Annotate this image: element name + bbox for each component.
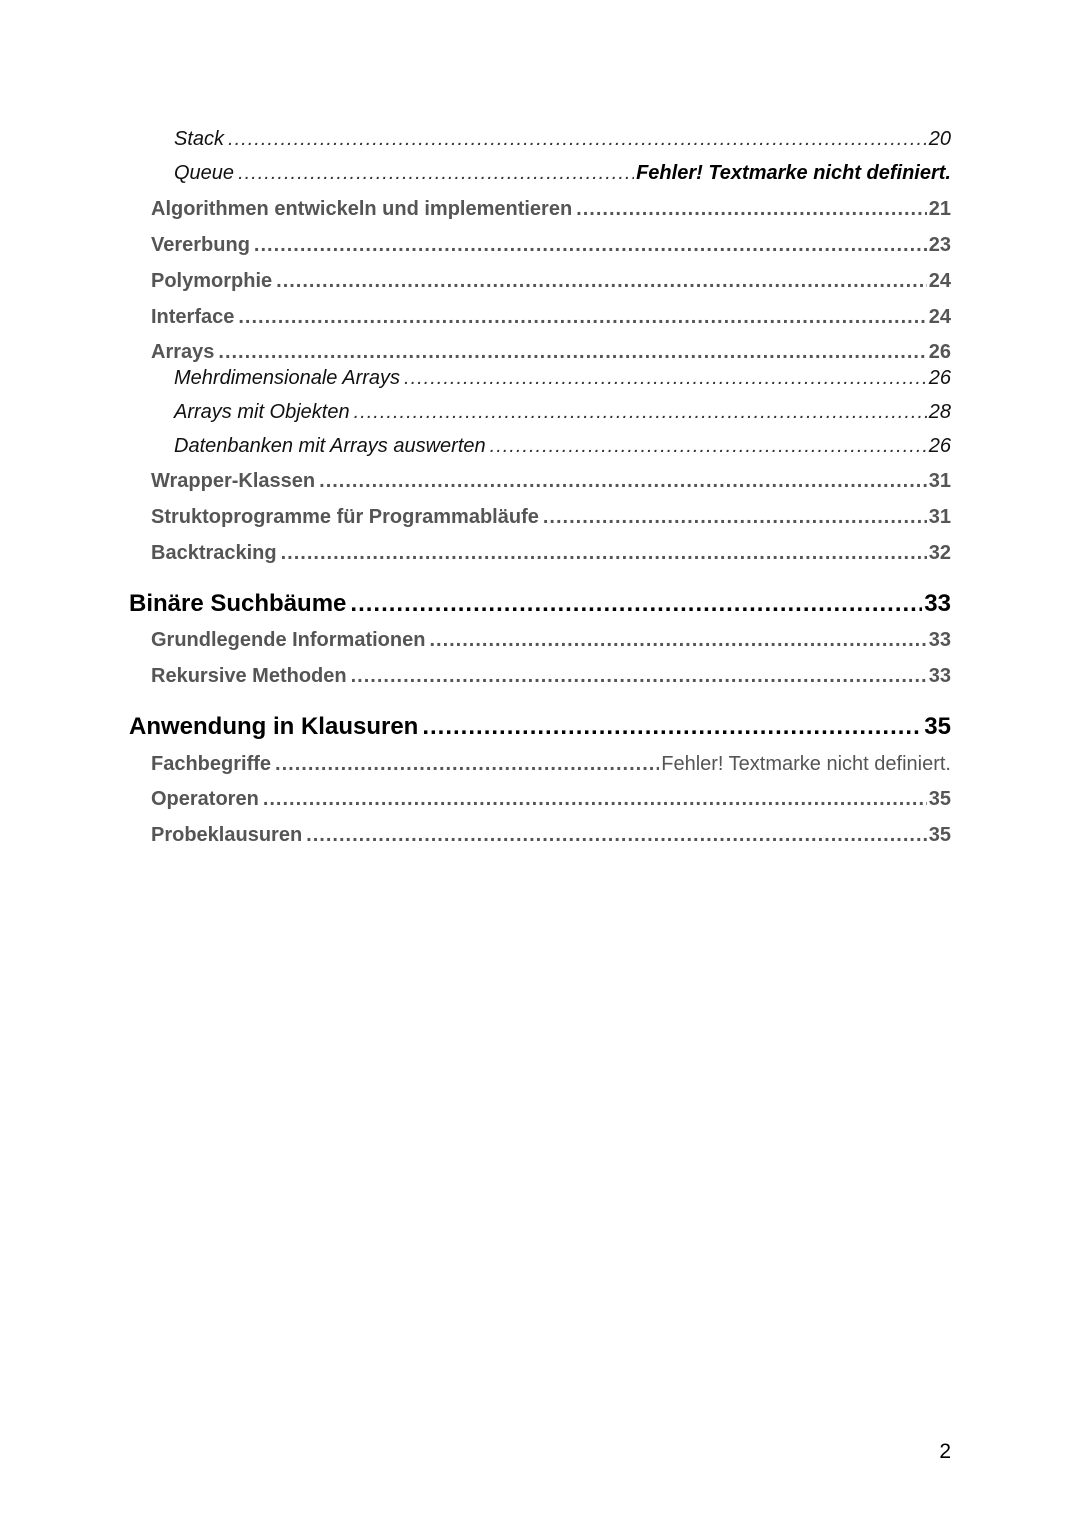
toc-entry-mehrdimensionale-arrays[interactable] [174,367,951,390]
toc-leader-dots [218,341,926,364]
toc-entry-page: 33 [928,629,951,651]
toc-leader-dots [275,753,659,776]
toc-entry-title: Datenbanken mit Arrays auswerten [174,435,486,457]
toc-entry-page: 32 [928,542,951,564]
toc-entry-title: Probeklausuren [151,824,303,846]
toc-entry-operatoren[interactable] [151,788,951,811]
toc-entry-page: 21 [928,198,951,220]
toc-entry-page: 33 [928,665,951,687]
toc-entry-title: Operatoren [151,788,259,810]
toc-entry-title: Wrapper-Klassen [151,470,316,492]
toc-entry-title: Queue [174,162,235,184]
toc-leader-dots [490,435,927,458]
toc-entry-title: Stack [174,128,225,150]
toc-entry-page: 20 [928,128,951,150]
toc-entry-page: Fehler! Textmarke nicht definiert. [661,753,951,775]
toc-leader-dots [422,713,922,741]
toc-entry-page: 26 [928,341,951,363]
toc-leader-dots [576,198,927,221]
toc-entry-title: Polymorphie [151,270,273,292]
toc-entry-title: Backtracking [151,542,277,564]
toc-entry-queue[interactable] [174,162,951,185]
toc-entry-arrays[interactable] [151,341,951,364]
page-number: 2 [939,1440,951,1463]
toc-entry-page: 33 [924,590,951,617]
toc-entry-page: 26 [928,367,951,389]
toc-heading-binaere-suchbaeume[interactable] [129,590,951,618]
toc-entry-title: Binäre Suchbäume [129,590,347,617]
toc-entry-wrapper-klassen[interactable] [151,470,951,493]
toc-entry-page: 24 [928,270,951,292]
toc-entry-page: 23 [928,234,951,256]
toc-entry-title: Arrays [151,341,215,363]
toc-leader-dots [350,590,922,618]
toc-entry-datenbanken[interactable] [174,435,951,458]
toc-leader-dots [238,306,926,329]
toc-leader-dots [351,665,927,688]
toc-entry-page: 35 [928,824,951,846]
toc-entry-vererbung[interactable] [151,234,951,257]
toc-entry-grundlegende-informationen[interactable] [151,629,951,652]
toc-entry-title: Fachbegriffe [151,753,272,775]
toc-leader-dots [276,270,927,293]
toc-entry-stack[interactable] [174,128,951,151]
toc-leader-dots [306,824,927,847]
toc-leader-dots [238,162,634,185]
toc-entry-page: Fehler! Textmarke nicht definiert. [636,162,951,184]
toc-entry-page: 35 [928,788,951,810]
toc-entry-title: Struktoprogramme für Programmabläufe [151,506,539,528]
toc-entry-page: 28 [928,401,951,423]
toc-entry-backtracking[interactable] [151,542,951,565]
toc-entry-struktoprogramme[interactable] [151,506,951,529]
toc-entry-rekursive-methoden[interactable] [151,665,951,688]
toc-entry-page: 35 [924,713,951,740]
toc-leader-dots [543,506,927,529]
toc-entry-title: Arrays mit Objekten [174,401,350,423]
toc-entry-title: Interface [151,306,235,328]
toc-leader-dots [228,128,927,151]
toc-leader-dots [281,542,927,565]
toc-entry-title: Mehrdimensionale Arrays [174,367,401,389]
toc-entry-probeklausuren[interactable] [151,824,951,847]
toc-entry-polymorphie[interactable] [151,270,951,293]
toc-leader-dots [429,629,926,652]
toc-leader-dots [354,401,927,424]
toc-entry-page: 26 [928,435,951,457]
toc-heading-anwendung-in-klausuren[interactable] [129,713,951,741]
toc-entry-interface[interactable] [151,306,951,329]
toc-entry-page: 24 [928,306,951,328]
toc-leader-dots [319,470,927,493]
toc-entry-title: Vererbung [151,234,250,256]
toc-entry-title: Rekursive Methoden [151,665,347,687]
toc-entry-algorithmen[interactable] [151,198,951,221]
toc-entry-title: Grundlegende Informationen [151,629,426,651]
toc-leader-dots [263,788,927,811]
toc-leader-dots [404,367,927,390]
toc-entry-page: 31 [928,506,951,528]
toc-entry-page: 31 [928,470,951,492]
toc-leader-dots [254,234,927,257]
toc-entry-arrays-mit-objekten[interactable] [174,401,951,424]
toc-entry-title: Algorithmen entwickeln und implementieren [151,198,573,220]
toc-entry-title: Anwendung in Klausuren [129,713,419,740]
toc-entry-fachbegriffe[interactable] [151,753,951,776]
